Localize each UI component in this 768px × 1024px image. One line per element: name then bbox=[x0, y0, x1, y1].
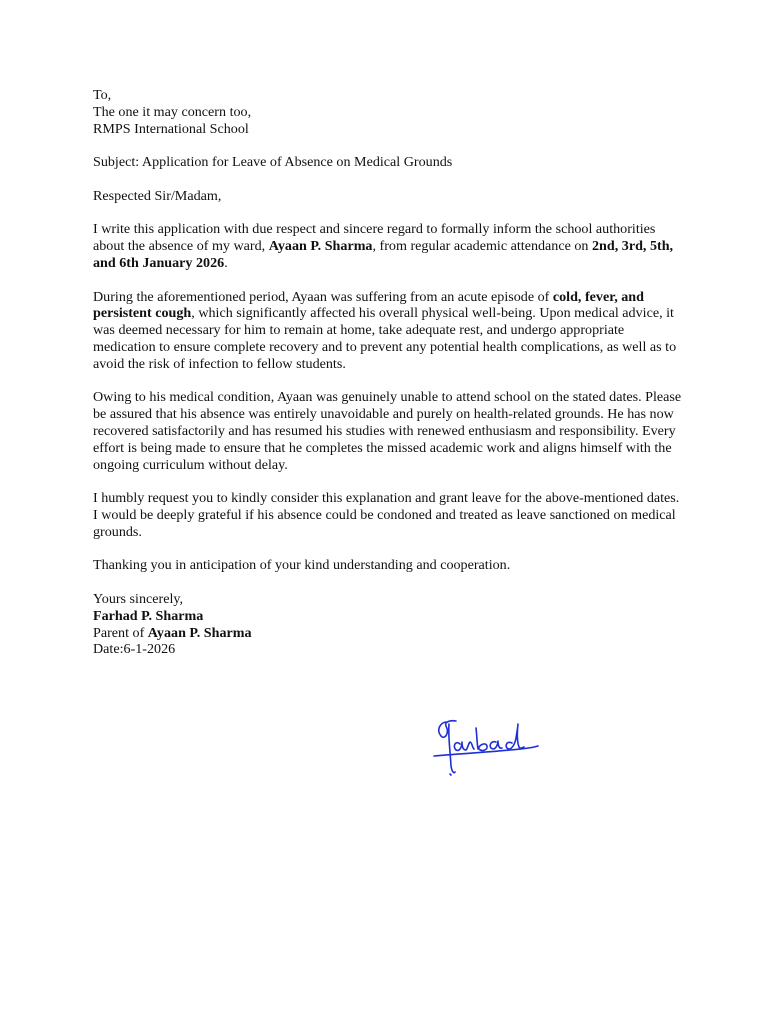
paragraph-3: Owing to his medical condition, Ayaan was genuinely unable to attend school on the stated dates. Please be assured that his absence was entirely unavoidable and purely on health-related grounds. He has now recovered satisfactorily and has resumed his studies with renewed enthusiasm and responsibility. Every effort is being made to ensure that he completes the missed academic work and aligns himself with the ongoing curriculum without delay. bbox=[93, 389, 682, 473]
salutation: Respected Sir/Madam, bbox=[93, 187, 222, 204]
parent-of-line bbox=[93, 625, 683, 642]
signature-stroke bbox=[454, 742, 474, 750]
paragraph-2-text-b: , which significantly affected his overall physical well-being. Upon medical advice, it was deemed necessary for him to remain at home, take adequate rest, and undergo appropriate medication to ensure complete recovery and to prevent any potential health complications, as well as to avoid the risk of infection to fellow students. bbox=[93, 305, 677, 372]
address-recipient: The one it may concern too, bbox=[93, 103, 252, 120]
address-to: To, bbox=[93, 87, 112, 103]
signature-stroke bbox=[439, 721, 456, 738]
address-school: RMPS International School bbox=[93, 120, 249, 137]
letter-date: Date:6-1-2026 bbox=[93, 641, 176, 658]
paragraph-2 bbox=[93, 289, 683, 373]
valediction: Yours sincerely, bbox=[93, 590, 184, 607]
paragraph-1 bbox=[93, 221, 683, 271]
letter bbox=[93, 87, 683, 675]
closing-block bbox=[93, 591, 683, 658]
paragraph-1-text-a: I write this application with due respect and sincere regard to formally inform the school authorities about the absence of my ward, bbox=[93, 221, 656, 255]
address-block bbox=[93, 87, 683, 137]
closing-student-name: Ayaan P. Sharma bbox=[147, 624, 252, 641]
illness-description: cold, fever, and persistent cough bbox=[93, 288, 644, 322]
paragraph-5: Thanking you in anticipation of your kind understanding and cooperation. bbox=[93, 557, 511, 574]
paragraph-1-text-b: , from regular academic attendance on bbox=[372, 238, 592, 255]
absence-dates: 2nd, 3rd, 5th, and 6th January 2026 bbox=[93, 238, 674, 271]
relation-prefix: Parent of bbox=[93, 624, 148, 641]
paragraph-2-text-a: During the aforementioned period, Ayaan was suffering from an acute episode of bbox=[93, 288, 553, 305]
signature-stroke bbox=[506, 724, 524, 749]
student-name: Ayaan P. Sharma bbox=[268, 238, 373, 255]
subject-line: Subject: Application for Leave of Absence on Medical Grounds bbox=[93, 154, 453, 171]
paragraph-1-text-c: . bbox=[224, 254, 228, 271]
parent-name: Farhad P. Sharma bbox=[93, 607, 204, 624]
signature-stroke bbox=[490, 741, 502, 749]
handwritten-signature bbox=[432, 714, 544, 778]
signature-stroke bbox=[476, 728, 487, 750]
paragraph-4: I humbly request you to kindly consider this explanation and grant leave for the above-mentioned dates. I would be deeply grateful if his absence could be condoned and treated as leave sanctioned on medical grounds. bbox=[93, 490, 680, 540]
signature-stroke bbox=[450, 774, 451, 775]
